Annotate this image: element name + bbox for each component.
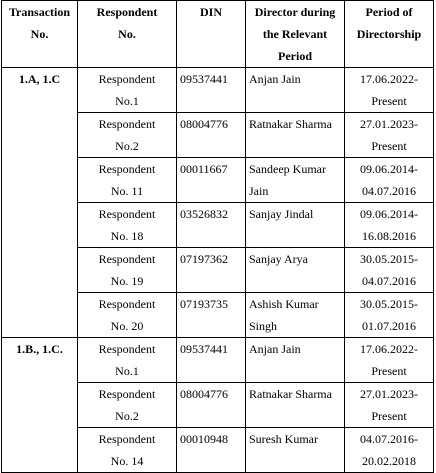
period-cell: 09.06.2014- 04.07.2016 xyxy=(345,158,434,203)
respondent-cell: Respondent No. 18 xyxy=(78,203,177,248)
din-cell: 00011667 xyxy=(177,158,246,203)
period-cell: 09.06.2014- 16.08.2016 xyxy=(345,203,434,248)
period-cell: 27.01.2023- Present xyxy=(345,113,434,158)
header-respondent-no: Respondent No. xyxy=(78,1,177,68)
din-cell: 07193735 xyxy=(177,293,246,338)
respondent-cell: Respondent No.2 xyxy=(78,383,177,428)
director-cell: Ashish Kumar Singh xyxy=(246,293,345,338)
director-cell: Anjan Jain xyxy=(246,68,345,113)
din-cell: 08004776 xyxy=(177,113,246,158)
respondent-cell: Respondent No.1 xyxy=(78,68,177,113)
transaction-no-cell: 1.A, 1.C xyxy=(2,68,78,338)
director-cell: Sandeep Kumar Jain xyxy=(246,158,345,203)
din-cell: 08004776 xyxy=(177,383,246,428)
din-cell: 07197362 xyxy=(177,248,246,293)
header-transaction-no: Transaction No. xyxy=(2,1,78,68)
directors-table xyxy=(1,0,434,473)
respondent-cell: Respondent No. 19 xyxy=(78,248,177,293)
period-cell: 17.06.2022- Present xyxy=(345,338,434,383)
respondent-cell: Respondent No. 11 xyxy=(78,158,177,203)
period-cell: 30.05.2015- 01.07.2016 xyxy=(345,293,434,338)
director-cell: Sanjay Arya xyxy=(246,248,345,293)
table-row xyxy=(2,338,434,383)
header-row xyxy=(2,1,434,68)
respondent-cell: Respondent No. 20 xyxy=(78,293,177,338)
din-cell: 03526832 xyxy=(177,203,246,248)
table-row xyxy=(2,68,434,113)
director-cell: Ratnakar Sharma xyxy=(246,383,345,428)
director-cell: Anjan Jain xyxy=(246,338,345,383)
header-din: DIN xyxy=(177,1,246,68)
din-cell: 00010948 xyxy=(177,428,246,473)
period-cell: 04.07.2016- 20.02.2018 xyxy=(345,428,434,473)
director-cell: Suresh Kumar xyxy=(246,428,345,473)
transaction-no-cell: 1.B., 1.C. xyxy=(2,338,78,473)
table-body xyxy=(2,68,434,473)
din-cell: 09537441 xyxy=(177,338,246,383)
din-cell: 09537441 xyxy=(177,68,246,113)
respondent-cell: Respondent No.2 xyxy=(78,113,177,158)
header-period: Period of Directorship xyxy=(345,1,434,68)
director-cell: Ratnakar Sharma xyxy=(246,113,345,158)
header-director: Director during the Relevant Period xyxy=(246,1,345,68)
period-cell: 27.01.2023- Present xyxy=(345,383,434,428)
period-cell: 17.06.2022- Present xyxy=(345,68,434,113)
period-cell: 30.05.2015- 04.07.2016 xyxy=(345,248,434,293)
director-cell: Sanjay Jindal xyxy=(246,203,345,248)
respondent-cell: Respondent No. 14 xyxy=(78,428,177,473)
respondent-cell: Respondent No.1 xyxy=(78,338,177,383)
